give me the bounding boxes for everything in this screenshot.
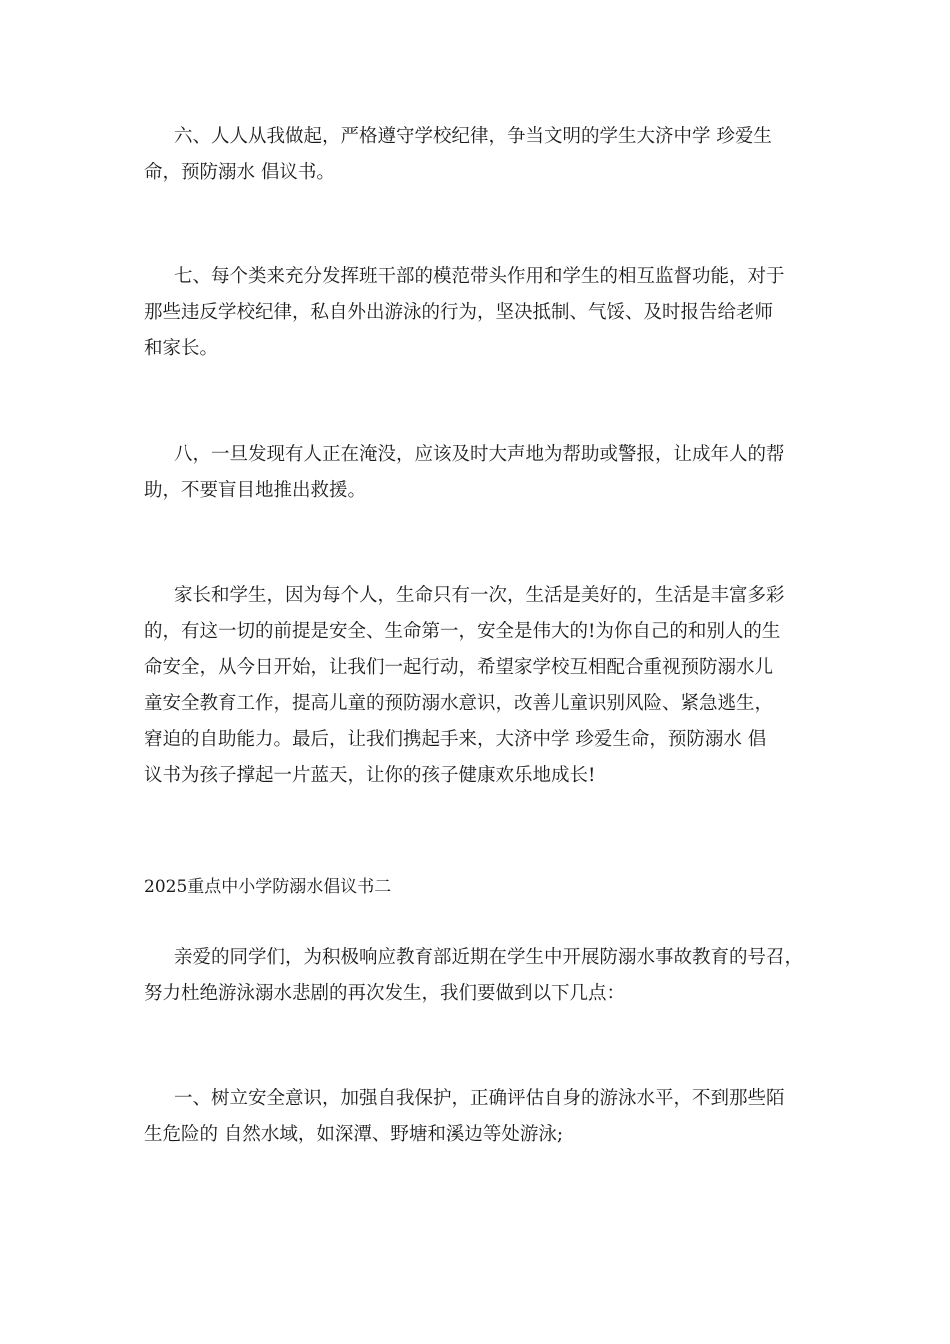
- paragraph-line: 八，一旦发现有人正在淹没，应该及时大声地为帮助或警报，让成年人的帮: [174, 444, 785, 465]
- paragraph-line: 努力杜绝游泳溺水悲剧的再次发生，我们要做到以下几点：: [144, 983, 626, 1004]
- section-heading: [144, 869, 808, 905]
- paragraph-line: 命安全，从今日开始，让我们一起行动，希望家学校互相配合重视预防溺水儿: [144, 657, 774, 678]
- paragraph-line: 的，有这一切的前提是安全、生命第一，安全是伟大的!为你自己的和别人的生: [144, 621, 781, 642]
- paragraph-line: 窘迫的自助能力。最后，让我们携起手来，大济中学 珍爱生命，预防溺水 倡: [144, 729, 767, 750]
- paragraph-line: 助，不要盲目地推出救援。: [144, 480, 367, 501]
- paragraph-line: 亲爱的同学们，为积极响应教育部近期在学生中开展防溺水事故教育的号召，: [174, 947, 804, 968]
- paragraph-intro: [144, 940, 808, 1012]
- section-heading-text: 2025重点中小学防溺水倡议书二: [144, 877, 392, 897]
- paragraph-line: 议书为孩子撑起一片蓝天，让你的孩子健康欢乐地成长!: [144, 765, 596, 786]
- paragraph-line: 家长和学生，因为每个人，生命只有一次，生活是美好的，生活是丰富多彩: [174, 585, 785, 606]
- paragraph-line: 命，预防溺水 倡议书。: [144, 162, 335, 183]
- paragraph-seven: [144, 259, 808, 367]
- paragraph-eight: [144, 437, 808, 509]
- paragraph-line: 那些违反学校纪律，私自外出游泳的行为，坚决抵制、气馁、及时报告给老师: [144, 302, 774, 323]
- paragraph-line: 生危险的 自然水域，如深潭、野塘和溪边等处游泳;: [144, 1124, 564, 1145]
- paragraph-line: 一、树立安全意识，加强自我保护，正确评估自身的游泳水平，不到那些陌: [174, 1088, 785, 1109]
- paragraph-six: [144, 119, 808, 191]
- paragraph-line: 和家长。: [144, 338, 219, 359]
- paragraph-one: [144, 1081, 808, 1153]
- paragraph-line: 七、每个类来充分发挥班干部的模范带头作用和学生的相互监督功能，对于: [174, 266, 785, 287]
- paragraph-closing: [144, 578, 808, 794]
- paragraph-line: 六、人人从我做起，严格遵守学校纪律，争当文明的学生大济中学 珍爱生: [174, 126, 772, 147]
- paragraph-line: 童安全教育工作，提高儿童的预防溺水意识，改善儿童识别风险、紧急逃生，: [144, 693, 774, 714]
